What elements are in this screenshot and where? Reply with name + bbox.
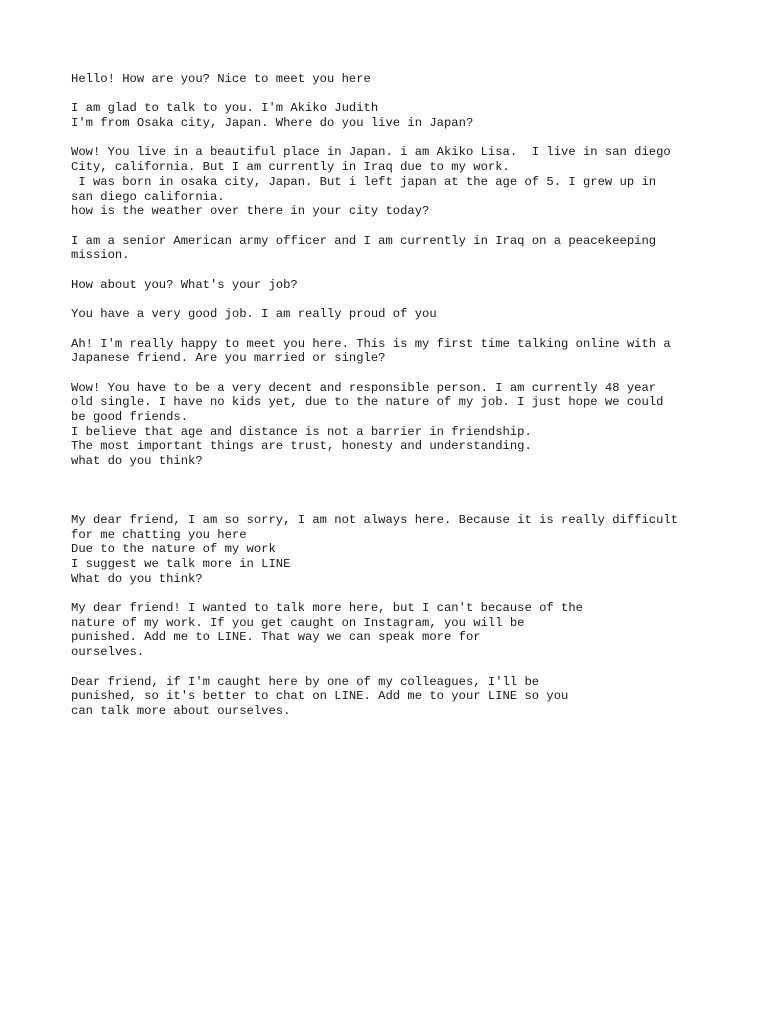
paragraph-marital-question (71, 337, 751, 366)
text-line: My dear friend! I wanted to talk more here, but I can't because of the (71, 601, 583, 616)
text-line: Due to the nature of my work (71, 542, 276, 557)
text-line: Japanese friend. Are you married or single? (71, 351, 386, 366)
paragraph-job-question (71, 278, 751, 293)
paragraph-gap (71, 292, 751, 307)
paragraph-introduction (71, 101, 751, 130)
text-line: I am a senior American army officer and I am currently in Iraq on a peacekeeping (71, 233, 657, 248)
text-line: My dear friend, I am so sorry, I am not always here. Because it is really difficult (71, 512, 679, 527)
text-line: mission. (71, 248, 130, 263)
paragraph-gap (71, 586, 751, 601)
text-line: Hello! How are you? Nice to meet you here (71, 72, 371, 86)
text-line: what do you think? (71, 454, 203, 469)
text-line: Wow! You have to be a very decent and responsible person. I am currently 48 year (71, 380, 657, 395)
text-line: I believe that age and distance is not a barrier in friendship. (71, 424, 532, 439)
text-line: old single. I have no kids yet, due to the nature of my job. I just hope we could (71, 395, 664, 410)
text-line: nature of my work. If you get caught on Instagram, you will be (71, 615, 525, 630)
paragraph-gap (71, 219, 751, 234)
text-line: I'm from Osaka city, Japan. Where do you live in Japan? (71, 116, 474, 131)
document-body (71, 72, 751, 719)
paragraph-friendship (71, 381, 751, 469)
paragraph-gap (71, 263, 751, 278)
text-line: punished. Add me to LINE. That way we can speak more for (71, 630, 481, 645)
text-line: punished, so it's better to chat on LINE. Add me to your LINE so you (71, 689, 569, 704)
paragraph-line-suggestion (71, 513, 751, 587)
paragraph-compliment (71, 307, 751, 322)
text-line: I was born in osaka city, Japan. But i left japan at the age of 5. I grew up in (71, 174, 657, 189)
paragraph-instagram-warning (71, 601, 751, 660)
paragraph-greeting (71, 72, 751, 87)
text-line: how is the weather over there in your city today? (71, 204, 430, 219)
paragraph-gap (71, 87, 751, 102)
text-line: ourselves. (71, 645, 145, 660)
text-line: Wow! You live in a beautiful place in Japan. i am Akiko Lisa. I live in san diego (71, 145, 671, 160)
text-line: be good friends. (71, 410, 189, 425)
text-line: can talk more about ourselves. (71, 703, 291, 718)
text-line: How about you? What's your job? (71, 277, 298, 292)
text-line: What do you think? (71, 571, 203, 586)
text-line: Dear friend, if I'm caught here by one of my colleagues, I'll be (71, 674, 540, 689)
paragraph-gap (71, 469, 751, 513)
text-line: Ah! I'm really happy to meet you here. This is my first time talking online with a (71, 336, 671, 351)
text-line: I suggest we talk more in LINE (71, 556, 291, 571)
text-line: City, california. But I am currently in Iraq due to my work. (71, 160, 510, 175)
paragraph-gap (71, 660, 751, 675)
text-line: for me chatting you here (71, 527, 247, 542)
paragraph-line-request (71, 675, 751, 719)
text-line: You have a very good job. I am really proud of you (71, 307, 437, 322)
paragraph-occupation (71, 234, 751, 263)
paragraph-gap (71, 131, 751, 146)
paragraph-gap (71, 322, 751, 337)
paragraph-location (71, 145, 751, 219)
text-line: san diego california. (71, 189, 225, 204)
paragraph-gap (71, 366, 751, 381)
text-line: The most important things are trust, honesty and understanding. (71, 439, 532, 454)
text-line: I am glad to talk to you. I'm Akiko Judith (71, 101, 379, 116)
